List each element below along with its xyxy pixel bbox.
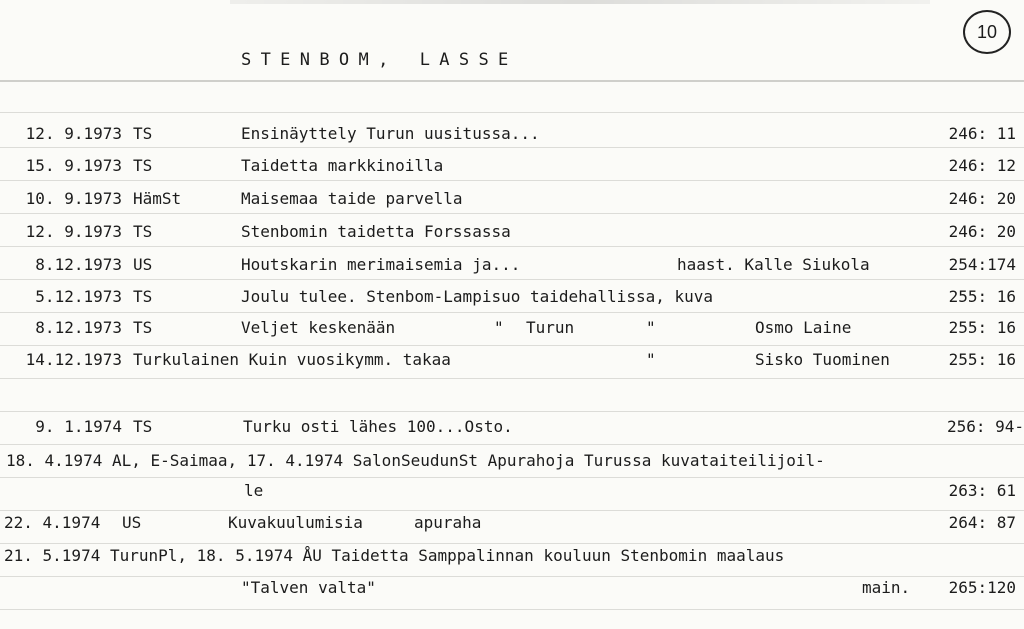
entry-title: Taidetta markkinoilla — [241, 156, 444, 175]
entry-row — [0, 189, 1024, 215]
card-number-circle — [963, 10, 1011, 54]
entry-date: 12. 9.1973 — [25, 222, 122, 241]
ditto-mark: " — [494, 318, 504, 337]
entry-ref: 255: 16 — [948, 318, 1016, 337]
entry-source: Turkulainen Kuin vuosikymm. takaa — [133, 350, 451, 369]
entry-row — [0, 546, 1024, 572]
entry-ref: 255: 16 — [948, 287, 1016, 306]
entry-row — [0, 513, 1024, 539]
entry-date: 15. 9.1973 — [25, 156, 122, 175]
ruled-line — [0, 510, 1024, 511]
entry-ref: 265:120 — [948, 578, 1016, 597]
paper-stain — [230, 0, 930, 4]
entry-extra: apuraha — [414, 513, 482, 532]
ruled-line — [0, 543, 1024, 544]
entry-row — [0, 318, 1024, 344]
ruled-line — [0, 411, 1024, 412]
card-number: 10 — [976, 21, 998, 42]
entry-continuation: le — [244, 481, 264, 500]
ruled-line — [0, 378, 1024, 379]
entry-ref: 256: 94- — [946, 417, 1024, 436]
ruled-line — [0, 609, 1024, 610]
entry-row — [0, 287, 1024, 313]
entry-date: 8.12.1973 — [35, 318, 122, 337]
entry-source: TS — [133, 222, 153, 241]
entry-source: US — [133, 255, 153, 274]
ruled-line — [0, 112, 1024, 113]
entry-title: Turku osti lähes 100...Osto. — [243, 417, 513, 436]
entry-author: Sisko Tuominen — [755, 350, 890, 369]
entry-date: 5.12.1973 — [35, 287, 122, 306]
entry-date: 14.12.1973 — [25, 350, 122, 369]
entry-line: 18. 4.1974 AL, E-Saimaa, 17. 4.1974 SalonSeudunSt Apurahoja Turussa kuvataiteilijoil- — [6, 451, 825, 470]
entry-line: 21. 5.1974 TurunPl, 18. 5.1974 ÅU Taidetta Samppalinnan kouluun Stenbomin maalaus — [4, 546, 785, 565]
entry-source: US — [122, 513, 142, 532]
ruled-line — [0, 576, 1024, 577]
entry-row — [0, 156, 1024, 182]
entry-note: main. — [862, 578, 911, 597]
entry-row — [0, 124, 1024, 150]
entry-title: Ensinäyttely Turun uusitussa... — [241, 124, 540, 143]
entry-author: haast. Kalle Siukola — [677, 255, 870, 274]
entry-source: TS — [133, 318, 153, 337]
entry-author: Osmo Laine — [755, 318, 852, 337]
ditto-mark: " — [646, 350, 656, 369]
entry-ref: 264: 87 — [948, 513, 1016, 532]
entry-ref: 254:174 — [948, 255, 1016, 274]
entry-source: TS — [133, 287, 153, 306]
entry-row — [0, 255, 1024, 281]
entry-date: 12. 9.1973 — [25, 124, 122, 143]
entry-ref: 263: 61 — [948, 481, 1016, 500]
entry-date: 8.12.1973 — [35, 255, 122, 274]
entry-title: Maisemaa taide parvella — [241, 189, 463, 208]
entry-source: HämSt — [133, 189, 182, 208]
entry-ref: 246: 20 — [948, 189, 1016, 208]
entry-title: Veljet keskenään — [241, 318, 396, 337]
ruled-line — [0, 477, 1024, 478]
ruled-line — [0, 444, 1024, 445]
entry-continuation: "Talven valta" — [241, 578, 376, 597]
ditto-mark: " — [646, 318, 656, 337]
entry-date: 10. 9.1973 — [25, 189, 122, 208]
entry-date: 9. 1.1974 — [35, 417, 122, 436]
entry-source: TS — [133, 124, 153, 143]
entry-row — [0, 222, 1024, 248]
entry-ref: 246: 11 — [948, 124, 1016, 143]
heading-firstname: LASSE — [419, 50, 518, 70]
card-heading — [241, 50, 518, 70]
entry-title: Kuvakuulumisia — [228, 513, 363, 532]
header-rule — [0, 80, 1024, 82]
entry-row — [0, 451, 1024, 477]
entry-row — [0, 481, 1024, 507]
entry-row — [0, 350, 1024, 376]
entry-ref: 246: 20 — [948, 222, 1016, 241]
entry-ref: 255: 16 — [948, 350, 1016, 369]
entry-title: Joulu tulee. Stenbom-Lampisuo taidehallissa, kuva — [241, 287, 714, 306]
entry-title: Houtskarin merimaisemia ja... — [241, 255, 521, 274]
entry-source: TS — [133, 417, 153, 436]
entry-row — [0, 578, 1024, 604]
entry-row — [0, 417, 1024, 443]
entry-ref: 246: 12 — [948, 156, 1016, 175]
ruled-line — [0, 345, 1024, 346]
entry-place: Turun — [526, 318, 575, 337]
entry-title: Stenbomin taidetta Forssassa — [241, 222, 511, 241]
entry-date: 22. 4.1974 — [4, 513, 101, 532]
entry-source: TS — [133, 156, 153, 175]
heading-surname: STENBOM, — [241, 50, 398, 70]
